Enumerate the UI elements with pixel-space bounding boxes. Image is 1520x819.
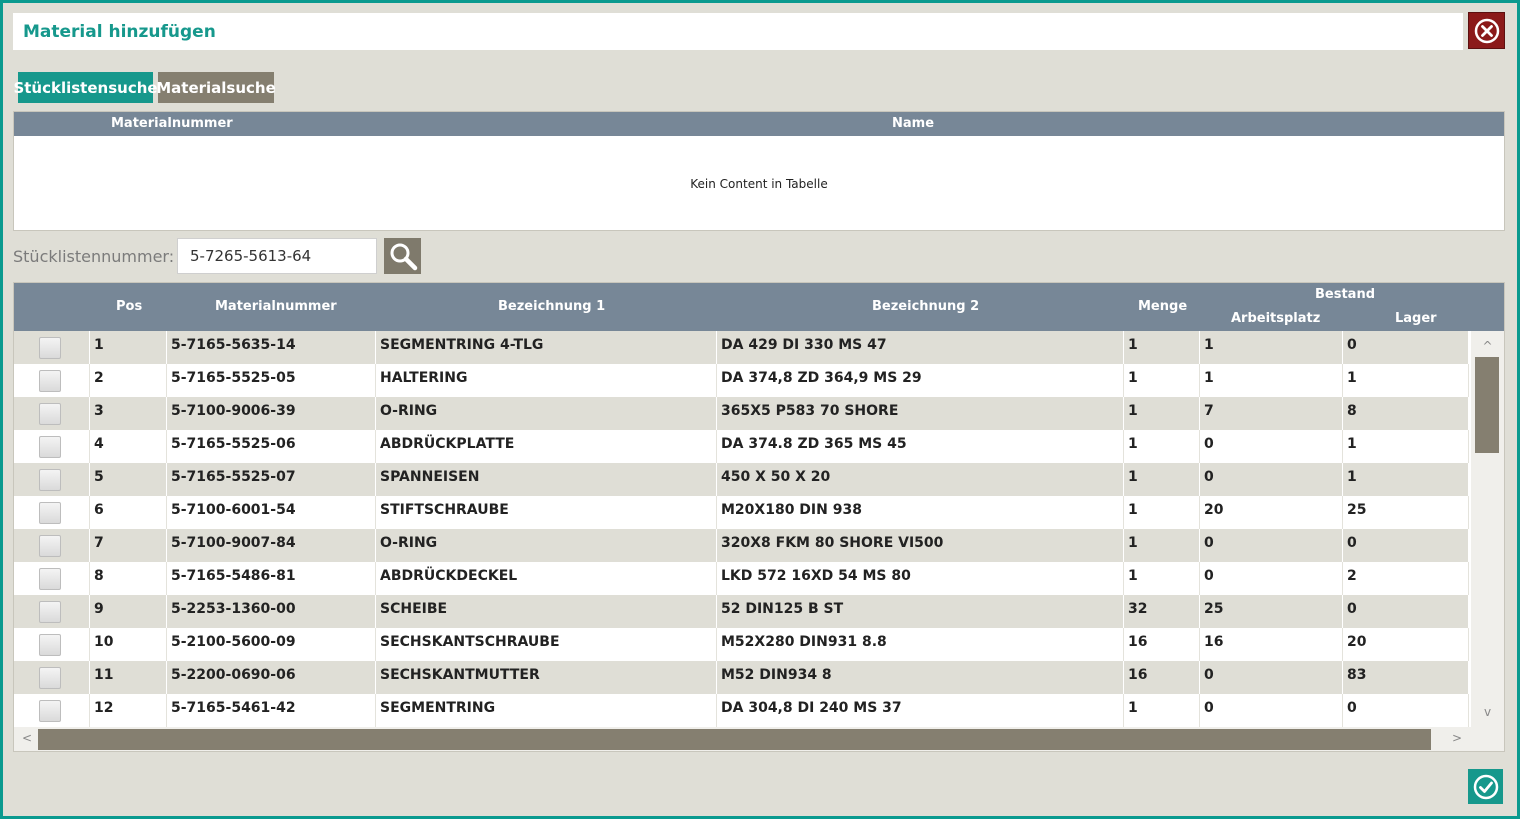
- table-row[interactable]: [14, 331, 1469, 364]
- row-checkbox[interactable]: [39, 634, 61, 656]
- row-checkbox[interactable]: [39, 601, 61, 623]
- row-checkbox[interactable]: [39, 403, 61, 425]
- table-row[interactable]: [14, 562, 1469, 595]
- cell-materialnummer: 5-7165-5635-14: [167, 331, 376, 364]
- cell-pos: 3: [90, 397, 167, 430]
- magnifier-icon: [388, 241, 418, 271]
- tab-materialsuche[interactable]: Materialsuche: [158, 72, 274, 103]
- cell-select: [14, 430, 90, 463]
- row-checkbox[interactable]: [39, 535, 61, 557]
- column-header-pos[interactable]: Pos: [116, 299, 143, 314]
- cell-lager: 1: [1343, 364, 1469, 397]
- cell-lager: 0: [1343, 694, 1469, 727]
- search-button[interactable]: [384, 238, 421, 274]
- cell-bezeichnung2: 450 X 50 X 20: [717, 463, 1124, 496]
- row-checkbox[interactable]: [39, 370, 61, 392]
- row-checkbox[interactable]: [39, 568, 61, 590]
- cell-bezeichnung1: SECHSKANTSCHRAUBE: [376, 628, 717, 661]
- cell-materialnummer: 5-7165-5461-42: [167, 694, 376, 727]
- cell-arbeitsplatz: 1: [1200, 364, 1343, 397]
- cell-bezeichnung2: 365X5 P583 70 SHORE: [717, 397, 1124, 430]
- vertical-scrollbar[interactable]: [1471, 331, 1504, 727]
- cell-arbeitsplatz: 0: [1200, 463, 1343, 496]
- cell-bezeichnung1: HALTERING: [376, 364, 717, 397]
- column-header-bezeichnung1[interactable]: Bezeichnung 1: [498, 299, 606, 314]
- cell-menge: 16: [1124, 628, 1200, 661]
- cell-lager: 0: [1343, 331, 1469, 364]
- cell-lager: 0: [1343, 529, 1469, 562]
- row-checkbox[interactable]: [39, 469, 61, 491]
- cell-bezeichnung2: M52X280 DIN931 8.8: [717, 628, 1124, 661]
- cell-materialnummer: 5-2253-1360-00: [167, 595, 376, 628]
- cell-select: [14, 595, 90, 628]
- row-checkbox[interactable]: [39, 502, 61, 524]
- cell-bezeichnung1: SEGMENTRING: [376, 694, 717, 727]
- column-header-materialnummer[interactable]: Materialnummer: [215, 299, 337, 314]
- cell-menge: 1: [1124, 430, 1200, 463]
- column-header-lager[interactable]: Lager: [1395, 311, 1437, 326]
- scroll-right-icon[interactable]: >: [1452, 731, 1463, 745]
- cell-arbeitsplatz: 0: [1200, 661, 1343, 694]
- cell-menge: 1: [1124, 364, 1200, 397]
- cell-bezeichnung2: 52 DIN125 B ST: [717, 595, 1124, 628]
- cell-bezeichnung1: STIFTSCHRAUBE: [376, 496, 717, 529]
- cell-select: [14, 529, 90, 562]
- table-row[interactable]: [14, 628, 1469, 661]
- horizontal-scrollbar[interactable]: [14, 727, 1504, 751]
- cell-materialnummer: 5-7100-9007-84: [167, 529, 376, 562]
- cell-lager: 25: [1343, 496, 1469, 529]
- cell-materialnummer: 5-7165-5525-06: [167, 430, 376, 463]
- cell-menge: 1: [1124, 331, 1200, 364]
- cell-bezeichnung1: O-RING: [376, 529, 717, 562]
- table-row[interactable]: [14, 430, 1469, 463]
- cell-arbeitsplatz: 0: [1200, 562, 1343, 595]
- cell-arbeitsplatz: 16: [1200, 628, 1343, 661]
- confirm-button[interactable]: [1468, 769, 1503, 804]
- cell-select: [14, 628, 90, 661]
- cell-pos: 12: [90, 694, 167, 727]
- cell-menge: 1: [1124, 397, 1200, 430]
- cell-menge: 16: [1124, 661, 1200, 694]
- cell-menge: 1: [1124, 562, 1200, 595]
- cell-bezeichnung1: O-RING: [376, 397, 717, 430]
- cell-bezeichnung1: SEGMENTRING 4-TLG: [376, 331, 717, 364]
- table-row[interactable]: [14, 496, 1469, 529]
- cell-select: [14, 496, 90, 529]
- cell-bezeichnung1: SECHSKANTMUTTER: [376, 661, 717, 694]
- cell-bezeichnung2: DA 374,8 ZD 364,9 MS 29: [717, 364, 1124, 397]
- cell-pos: 7: [90, 529, 167, 562]
- cell-bezeichnung1: SPANNEISEN: [376, 463, 717, 496]
- column-header-bezeichnung2[interactable]: Bezeichnung 2: [872, 299, 980, 314]
- table-row[interactable]: [14, 529, 1469, 562]
- cell-bezeichnung1: ABDRÜCKDECKEL: [376, 562, 717, 595]
- tab-stuecklistensuche[interactable]: Stücklistensuche: [18, 72, 153, 103]
- cell-materialnummer: 5-7165-5525-07: [167, 463, 376, 496]
- check-circle-icon: [1473, 774, 1499, 800]
- material-table-header: [14, 112, 1504, 136]
- cell-bezeichnung2: DA 304,8 DI 240 MS 37: [717, 694, 1124, 727]
- column-header-arbeitsplatz[interactable]: Arbeitsplatz: [1231, 311, 1321, 326]
- cell-materialnummer: 5-7165-5525-05: [167, 364, 376, 397]
- bom-number-input[interactable]: [177, 238, 377, 274]
- cell-menge: 32: [1124, 595, 1200, 628]
- cell-lager: 0: [1343, 595, 1469, 628]
- cell-bezeichnung1: SCHEIBE: [376, 595, 717, 628]
- cell-lager: 1: [1343, 463, 1469, 496]
- column-group-bestand: Bestand: [1315, 287, 1376, 302]
- cell-arbeitsplatz: 1: [1200, 331, 1343, 364]
- cell-materialnummer: 5-7165-5486-81: [167, 562, 376, 595]
- scroll-down-icon[interactable]: v: [1483, 705, 1492, 719]
- cell-menge: 1: [1124, 529, 1200, 562]
- bom-table-header: [14, 283, 1504, 331]
- cell-select: [14, 562, 90, 595]
- cell-menge: 1: [1124, 463, 1200, 496]
- cell-pos: 6: [90, 496, 167, 529]
- column-header-materialnummer[interactable]: Materialnummer: [111, 116, 233, 131]
- material-table: [13, 111, 1505, 231]
- table-row[interactable]: [14, 463, 1469, 496]
- cell-select: [14, 331, 90, 364]
- cell-arbeitsplatz: 0: [1200, 529, 1343, 562]
- bom-table: [13, 282, 1505, 752]
- cell-menge: 1: [1124, 694, 1200, 727]
- cell-arbeitsplatz: 7: [1200, 397, 1343, 430]
- cell-pos: 11: [90, 661, 167, 694]
- close-button[interactable]: [1468, 12, 1505, 49]
- cell-lager: 83: [1343, 661, 1469, 694]
- cell-lager: 1: [1343, 430, 1469, 463]
- cell-pos: 9: [90, 595, 167, 628]
- cell-bezeichnung2: LKD 572 16XD 54 MS 80: [717, 562, 1124, 595]
- cell-pos: 1: [90, 331, 167, 364]
- cell-materialnummer: 5-7100-6001-54: [167, 496, 376, 529]
- cell-arbeitsplatz: 0: [1200, 430, 1343, 463]
- empty-table-message: Kein Content in Tabelle: [690, 177, 828, 191]
- cell-pos: 5: [90, 463, 167, 496]
- cell-select: [14, 661, 90, 694]
- cell-pos: 8: [90, 562, 167, 595]
- cell-select: [14, 463, 90, 496]
- cell-select: [14, 364, 90, 397]
- cell-pos: 10: [90, 628, 167, 661]
- cell-select: [14, 397, 90, 430]
- row-checkbox[interactable]: [39, 337, 61, 359]
- cell-select: [14, 694, 90, 727]
- column-header-name[interactable]: Name: [892, 116, 935, 131]
- dialog-title: Material hinzufügen: [23, 22, 216, 42]
- cell-arbeitsplatz: 20: [1200, 496, 1343, 529]
- cell-materialnummer: 5-2100-5600-09: [167, 628, 376, 661]
- cell-materialnummer: 5-2200-0690-06: [167, 661, 376, 694]
- cell-bezeichnung2: M20X180 DIN 938: [717, 496, 1124, 529]
- cell-pos: 4: [90, 430, 167, 463]
- cell-lager: 2: [1343, 562, 1469, 595]
- row-checkbox[interactable]: [39, 436, 61, 458]
- cell-bezeichnung2: DA 374.8 ZD 365 MS 45: [717, 430, 1124, 463]
- bom-table-body: [14, 331, 1469, 727]
- cell-materialnummer: 5-7100-9006-39: [167, 397, 376, 430]
- table-row[interactable]: [14, 364, 1469, 397]
- horizontal-scroll-thumb[interactable]: [38, 729, 1431, 750]
- table-row[interactable]: [14, 694, 1469, 727]
- cell-bezeichnung2: 320X8 FKM 80 SHORE VI500: [717, 529, 1124, 562]
- cell-pos: 2: [90, 364, 167, 397]
- table-row[interactable]: [14, 397, 1469, 430]
- cell-lager: 20: [1343, 628, 1469, 661]
- bom-number-label: Stücklistennummer:: [13, 247, 175, 266]
- cell-arbeitsplatz: 25: [1200, 595, 1343, 628]
- cell-lager: 8: [1343, 397, 1469, 430]
- scroll-left-icon[interactable]: <: [22, 731, 33, 745]
- table-row[interactable]: [14, 661, 1469, 694]
- row-checkbox[interactable]: [39, 700, 61, 722]
- cell-arbeitsplatz: 0: [1200, 694, 1343, 727]
- cell-bezeichnung2: M52 DIN934 8: [717, 661, 1124, 694]
- cell-bezeichnung2: DA 429 DI 330 MS 47: [717, 331, 1124, 364]
- cell-menge: 1: [1124, 496, 1200, 529]
- cell-bezeichnung1: ABDRÜCKPLATTE: [376, 430, 717, 463]
- row-checkbox[interactable]: [39, 667, 61, 689]
- table-row[interactable]: [14, 595, 1469, 628]
- scroll-up-icon[interactable]: ^: [1482, 339, 1493, 353]
- column-header-menge[interactable]: Menge: [1138, 299, 1188, 314]
- close-circle-icon: [1474, 18, 1500, 44]
- dialog-title-bar: [13, 13, 1463, 50]
- vertical-scroll-thumb[interactable]: [1475, 357, 1499, 453]
